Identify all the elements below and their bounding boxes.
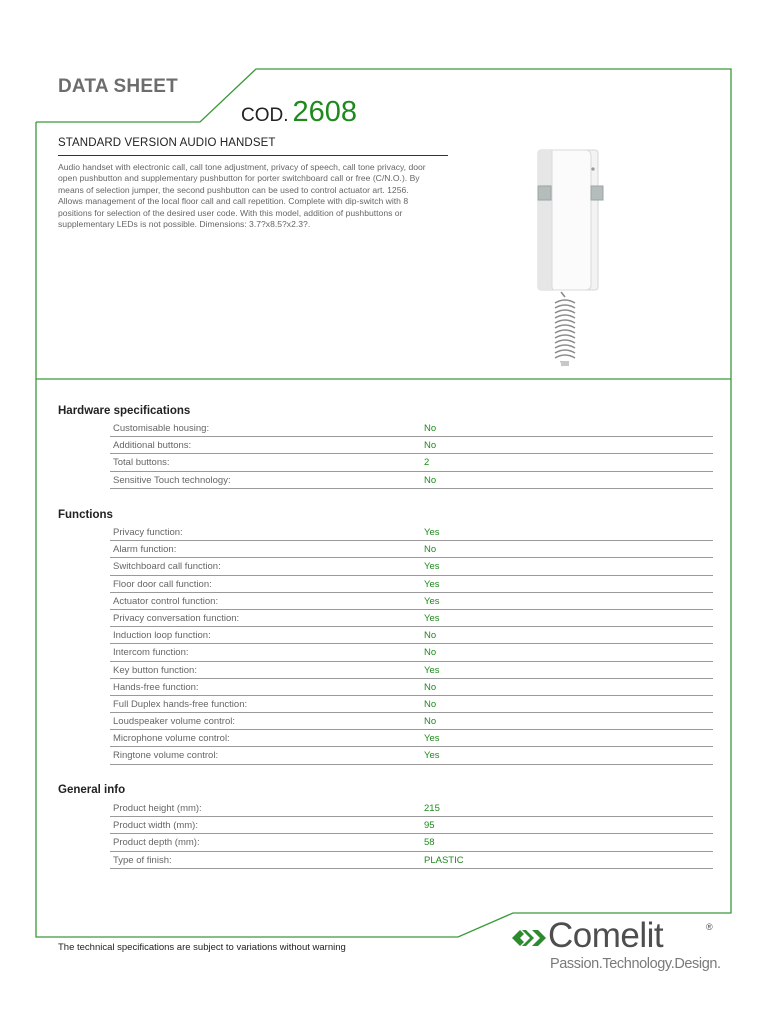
spec-label: Switchboard call function: [113,561,221,573]
spec-row [110,817,713,834]
spec-value: Yes [424,578,440,590]
spec-value: No [424,630,437,642]
title-divider [58,155,448,156]
spec-label: Customisable housing: [113,423,210,434]
spec-row [110,558,713,575]
spec-label: Loudspeaker volume control: [113,716,235,728]
comelit-mark-icon [512,926,548,950]
spec-value: No [424,647,437,659]
spec-label: Key button function: [113,664,197,676]
brand-name: Comelit [548,916,664,955]
brand-tagline: Passion.Technology.Design. [550,956,721,972]
product-title: STANDARD VERSION AUDIO HANDSET [58,137,276,149]
comelit-logo [512,916,722,976]
hardware-section-title: Hardware specifications [58,405,191,417]
registered-mark: ® [706,922,713,932]
spec-value: No [424,716,437,728]
spec-row [110,696,713,713]
spec-row [110,747,713,764]
hardware-spec-list [110,420,713,489]
functions-section-title: Functions [58,509,113,521]
footer-disclaimer: The technical specifications are subject to variations without warning [58,942,346,953]
spec-label: Total buttons: [113,457,170,469]
spec-row [110,644,713,661]
spec-row [110,472,713,489]
spec-label: Intercom function: [113,647,189,659]
spec-label: Product height (mm): [113,803,202,814]
spec-label: Product depth (mm): [113,837,200,849]
spec-row [110,679,713,696]
spec-value: No [424,698,437,710]
spec-label: Microphone volume control: [113,733,230,745]
audio-handset-image [525,147,609,369]
spec-label: Privacy conversation function: [113,612,240,624]
spec-value: Yes [424,750,440,762]
spec-value: Yes [424,595,440,607]
spec-label: Hands-free function: [113,681,199,693]
spec-row [110,437,713,454]
cod-number: 2608 [292,96,358,128]
spec-value: Yes [424,664,440,676]
spec-label: Sensitive Touch technology: [113,474,231,486]
spec-label: Actuator control function: [113,595,219,607]
spec-value: No [424,544,437,556]
spec-row [110,713,713,730]
spec-value: No [424,474,437,486]
spec-value: No [424,440,437,452]
spec-value: 215 [424,803,440,814]
functions-spec-list [110,524,713,765]
spec-row [110,593,713,610]
general-spec-list [110,800,713,869]
spec-value: 95 [424,820,435,832]
spec-row [110,662,713,679]
cod-label: COD. [241,105,289,126]
spec-row [110,420,713,437]
spec-row [110,541,713,558]
spec-label: Product width (mm): [113,820,198,832]
spec-value: PLASTIC [424,854,464,866]
spec-row [110,576,713,593]
product-code [241,96,357,129]
spec-value: Yes [424,561,440,573]
spec-row [110,610,713,627]
product-description: Audio handset with electronic call, call tone adjustment, privacy of speech, call tone privacy, door open pushbutton and supplementary pushbutton for porter switchboard call or free (C/N.O.). By means of selection jumper, the second pushbutton can be used to control actuator art. 1256. Allows management of the local floor call and call repetition. Complete with dip-switch with 8 positions for selection of the desired user code. With this model, addition of pushbuttons or supplementary LEDs is not possible. Dimensions: 3.7?x8.5?x2.3?. [58,162,426,230]
spec-label: Additional buttons: [113,440,192,452]
spec-row [110,627,713,644]
spec-value: Yes [424,733,440,745]
spec-row [110,834,713,851]
spec-label: Full Duplex hands-free function: [113,698,248,710]
spec-label: Ringtone volume control: [113,750,219,762]
spec-value: 2 [424,457,430,469]
spec-value: No [424,423,437,434]
spec-row [110,454,713,471]
data-sheet-title: DATA SHEET [58,76,178,97]
spec-value: 58 [424,837,435,849]
spec-label: Privacy function: [113,527,183,538]
spec-row [110,524,713,541]
spec-row [110,852,713,869]
spec-label: Floor door call function: [113,578,212,590]
spec-label: Type of finish: [113,854,172,866]
spec-value: No [424,681,437,693]
spec-value: Yes [424,527,440,538]
spec-label: Induction loop function: [113,630,211,642]
spec-label: Alarm function: [113,544,177,556]
spec-row [110,730,713,747]
general-section-title: General info [58,784,126,796]
spec-value: Yes [424,612,440,624]
spec-row [110,800,713,817]
